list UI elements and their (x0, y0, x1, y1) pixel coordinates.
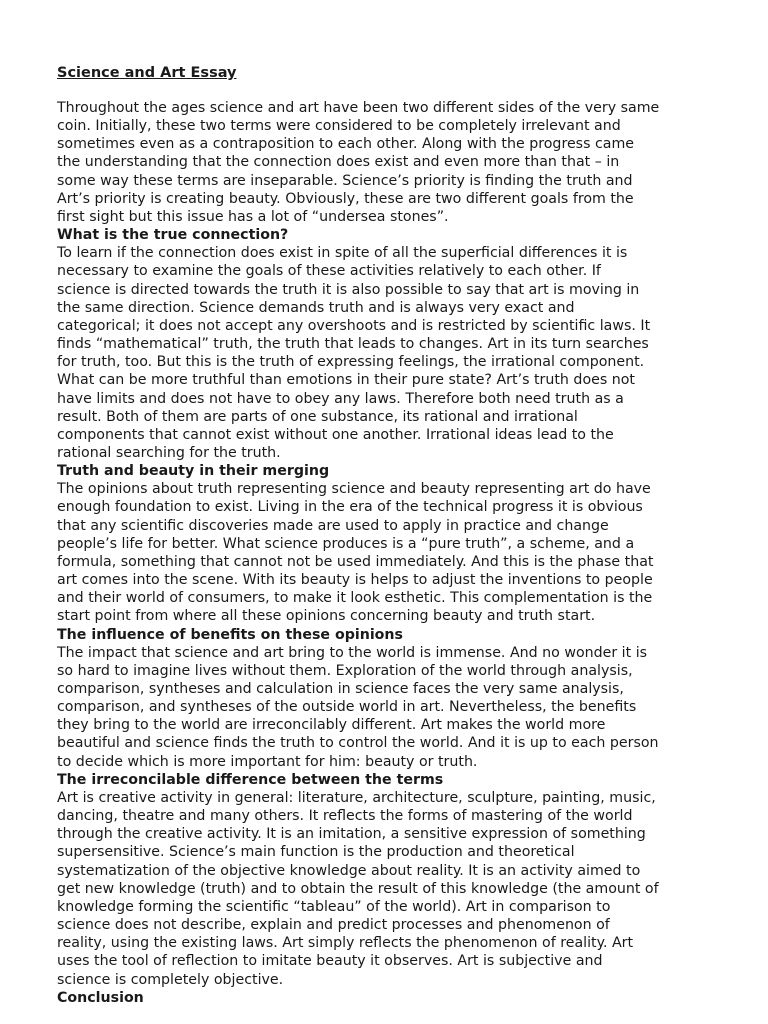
text-line: The opinions about truth representing science and beauty representing art do have (57, 481, 651, 498)
text-line: that any scientific discoveries made are used to apply in practice and change (57, 517, 609, 534)
text-line: they bring to the world are irreconcilably different. Art makes the world more (57, 717, 606, 734)
section-paragraph (57, 789, 727, 989)
section-paragraph (57, 644, 727, 771)
essay-body (57, 99, 727, 1007)
text-line: dancing, theatre and many others. It reflects the forms of mastering of the world (57, 808, 633, 825)
text-line: The impact that science and art bring to the world is immense. And no wonder it is (57, 644, 648, 661)
text-line: the same direction. Science demands truth and is always very exact and (57, 299, 575, 316)
text-line: through the creative activity. It is an imitation, a sensitive expression of something (57, 826, 646, 843)
text-line: science is directed towards the truth it is also possible to say that art is moving in (57, 281, 640, 298)
section-heading: What is the true connection? (57, 227, 289, 244)
text-line: the understanding that the connection does exist and even more than that – in (57, 154, 620, 171)
text-line: and their world of consumers, to make it look esthetic. This complementation is the (57, 590, 653, 607)
text-line: science does not describe, explain and predict processes and phenomenon of (57, 917, 610, 934)
text-line: first sight but this issue has a lot of “undersea stones”. (57, 208, 449, 225)
text-line: Throughout the ages science and art have been two different sides of the very same (57, 100, 660, 116)
text-line: so hard to imagine lives without them. Exploration of the world through analysis, (57, 662, 633, 679)
text-line: for truth, too. But this is the truth of expressing feelings, the irrational component. (57, 354, 645, 371)
text-line: uses the tool of reflection to imitate beauty it observes. Art is subjective and (57, 953, 603, 970)
text-line: some way these terms are inseparable. Science’s priority is finding the truth and (57, 172, 633, 189)
essay-title: Science and Art Essay (57, 65, 237, 81)
text-line: art comes into the scene. With its beauty is helps to adjust the inventions to people (57, 572, 653, 589)
text-line: people’s life for better. What science produces is a “pure truth”, a scheme, and a (57, 535, 635, 552)
text-line: knowledge forming the scientific “tableau” of the world). Art in comparison to (57, 898, 611, 915)
text-line: To learn if the connection does exist in spite of all the superficial differences it is (57, 245, 628, 262)
text-line: Art is creative activity in general: literature, architecture, sculpture, painting, music, (57, 789, 656, 806)
text-line: What can be more truthful than emotions in their pure state? Art’s truth does not (57, 372, 635, 389)
section-heading: The irreconcilable difference between the terms (57, 771, 444, 788)
text-line: get new knowledge (truth) and to obtain the result of this knowledge (the amount of (57, 880, 659, 897)
section-heading: Truth and beauty in their merging (57, 463, 330, 480)
intro-paragraph (57, 99, 727, 226)
text-line: Art’s priority is creating beauty. Obviously, these are two different goals from the (57, 190, 634, 207)
text-line: categorical; it does not accept any overshoots and is restricted by scientific laws. It (57, 317, 651, 334)
text-line: supersensitive. Science’s main function is the production and theoretical (57, 844, 575, 861)
text-line: science is completely objective. (57, 971, 284, 988)
text-line: sometimes even as a contraposition to each other. Along with the progress came (57, 136, 635, 153)
text-line: start point from where all these opinions concerning beauty and truth start. (57, 608, 596, 625)
section-paragraph (57, 244, 727, 462)
text-line: systematization of the objective knowledge about reality. It is an activity aimed to (57, 862, 641, 879)
section-heading: Conclusion (57, 989, 144, 1006)
text-line: coin. Initially, these two terms were considered to be completely irrelevant and (57, 118, 621, 135)
text-line: formula, something that cannot not be used immediately. And this is the phase that (57, 553, 654, 570)
text-line: have limits and does not have to obey any laws. Therefore both need truth as a (57, 390, 624, 407)
text-line: enough foundation to exist. Living in the era of the technical progress it is obvious (57, 499, 643, 516)
text-line: beautiful and science finds the truth to control the world. And it is up to each person (57, 735, 659, 752)
text-line: comparison, syntheses and calculation in science faces the very same analysis, (57, 681, 624, 697)
text-line: components that cannot exist without one another. Irrational ideas lead to the (57, 426, 614, 443)
text-line: result. Both of them are parts of one substance, its rational and irrational (57, 408, 578, 425)
text-line: reality, using the existing laws. Art simply reflects the phenomenon of reality. Art (57, 935, 634, 952)
section-heading: The influence of benefits on these opinions (57, 626, 403, 643)
text-line: comparison, and syntheses of the outside world in art. Nevertheless, the benefits (57, 699, 637, 716)
section-paragraph (57, 480, 727, 625)
text-line: finds “mathematical” truth, the truth that leads to changes. Art in its turn searches (57, 336, 649, 353)
text-line: to decide which is more important for him: beauty or truth. (57, 753, 478, 770)
text-line: rational searching for the truth. (57, 444, 281, 461)
text-line: necessary to examine the goals of these activities relatively to each other. If (57, 263, 601, 280)
